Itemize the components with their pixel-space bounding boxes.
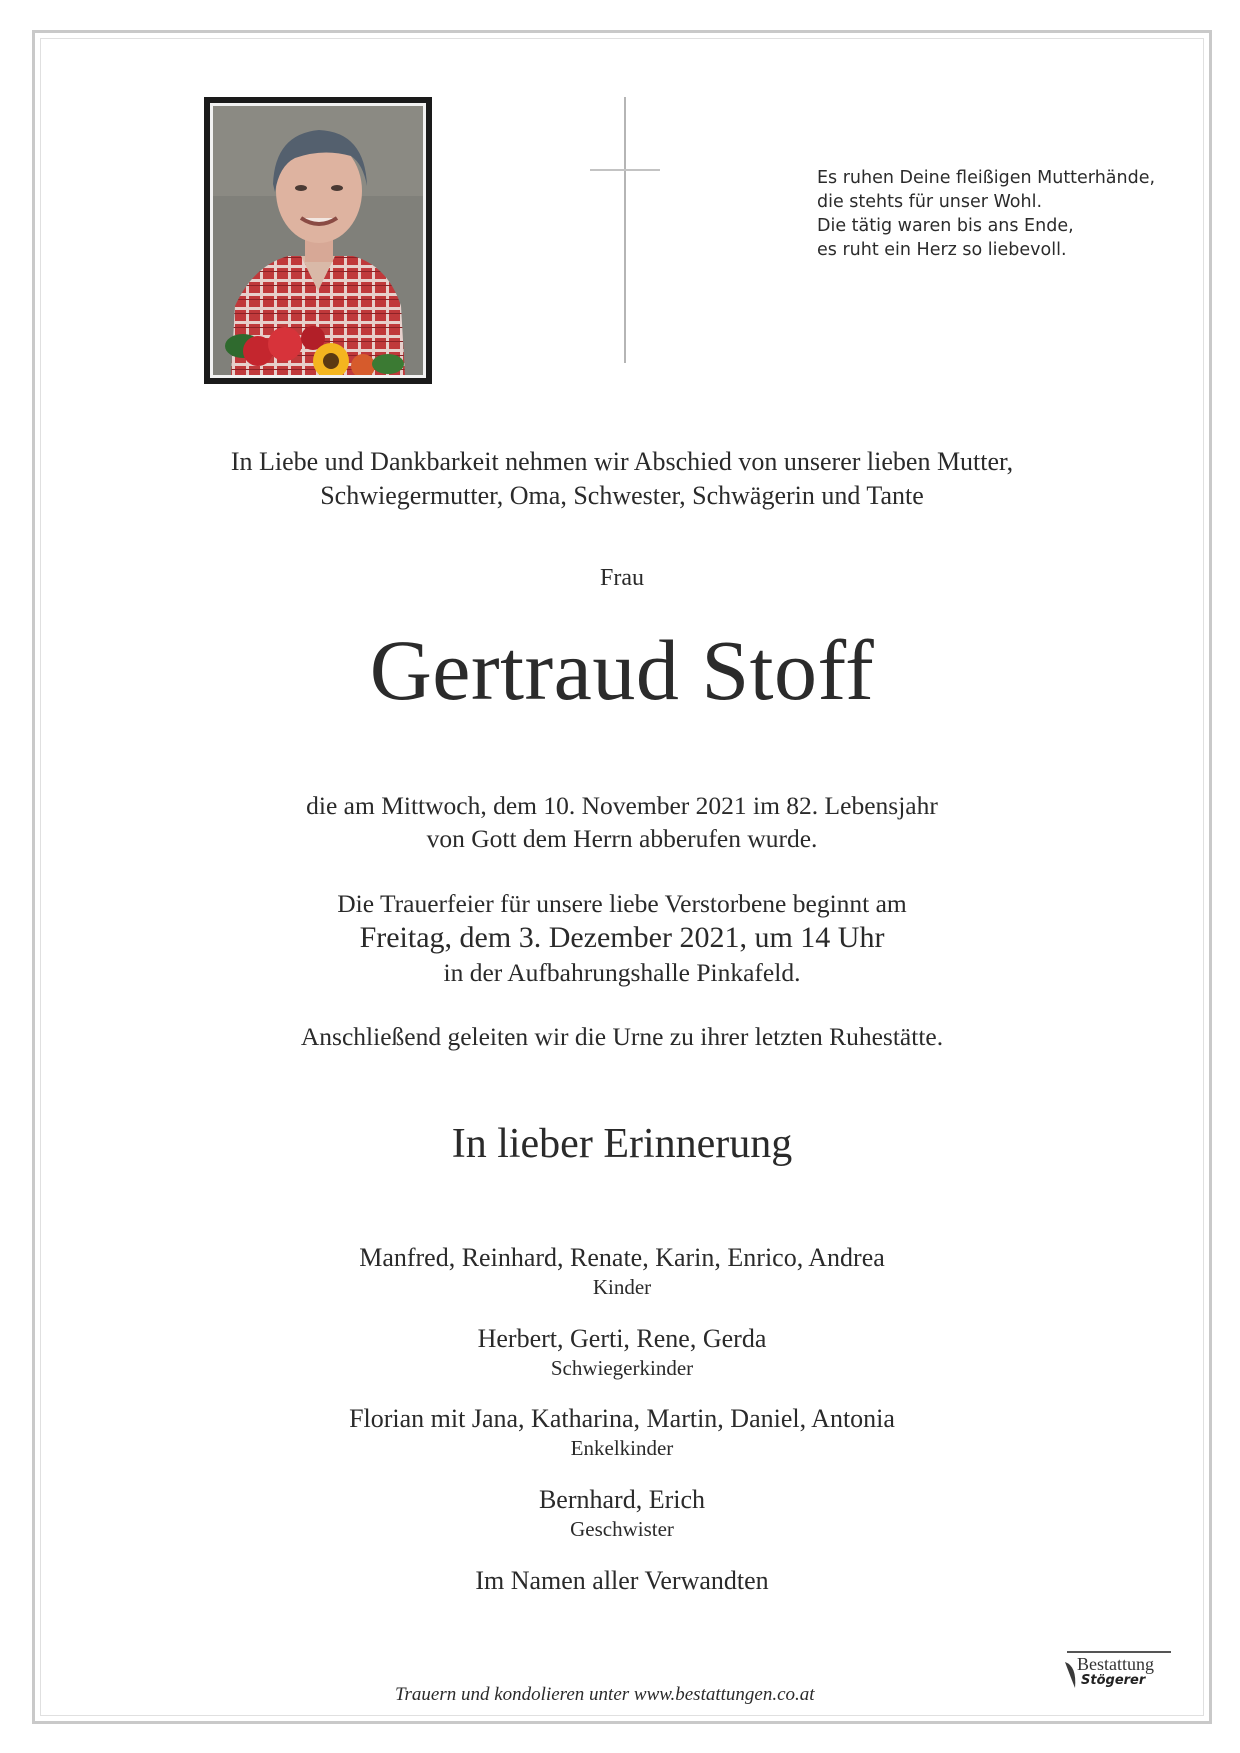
- family-names: Florian mit Jana, Katharina, Martin, Daniel, Antonia: [349, 1404, 895, 1433]
- intro-line-1: In Liebe und Dankbarkeit nehmen wir Abschied von unserer lieben Mutter,: [230, 447, 1014, 476]
- ceremony-location: in der Aufbahrungshalle Pinkafeld.: [443, 958, 801, 987]
- family-group: [40, 1243, 1204, 1301]
- ceremony-date: Freitag, dem 3. Dezember 2021, um 14 Uhr: [359, 921, 885, 954]
- logo-text-1: Bestattung: [1077, 1654, 1154, 1674]
- salutation: Frau: [600, 565, 644, 591]
- family-names: Bernhard, Erich: [538, 1485, 706, 1514]
- condolence-link-text: Trauern und kondolieren unter www.bestattungen.co.at: [395, 1684, 815, 1705]
- family-role: Enkelkinder: [570, 1436, 674, 1460]
- family-role: Kinder: [592, 1275, 652, 1299]
- ceremony-line-1: Die Trauerfeier für unsere liebe Verstorbene beginnt am: [337, 889, 907, 918]
- ceremony-info: [40, 887, 1204, 989]
- family-names: Herbert, Gerti, Rene, Gerda: [477, 1324, 767, 1353]
- family-group: [40, 1324, 1204, 1382]
- logo-text-2: Stögerer: [1081, 1673, 1146, 1688]
- death-line-2: von Gott dem Herrn abberufen wurde.: [426, 824, 818, 853]
- cross-symbol: [590, 97, 660, 363]
- closing-line: Im Namen aller Verwandten: [475, 1566, 769, 1595]
- farewell-intro: [40, 445, 1204, 513]
- afterwards-note: Anschließend geleiten wir die Urne zu ihrer letzten Ruhestätte.: [300, 1022, 944, 1051]
- poem: [817, 166, 1157, 262]
- memory-heading: In lieber Erinnerung: [451, 1121, 793, 1167]
- death-notice: [40, 789, 1204, 855]
- intro-line-2: Schwiegermutter, Oma, Schwester, Schwägerin und Tante: [320, 481, 924, 510]
- family-group: [40, 1404, 1204, 1462]
- funeral-home-logo: [1063, 1651, 1173, 1701]
- poem-line: Es ruhen Deine fleißigen Mutterhände,: [817, 168, 1156, 188]
- family-role: Schwiegerkinder: [550, 1356, 694, 1380]
- portrait-photo: [204, 97, 432, 384]
- family-names: Manfred, Reinhard, Renate, Karin, Enrico, Andrea: [359, 1243, 885, 1272]
- poem-line: es ruht ein Herz so liebevoll.: [817, 240, 1067, 260]
- family-group: [40, 1485, 1204, 1543]
- death-line-1: die am Mittwoch, dem 10. November 2021 im 82. Lebensjahr: [306, 791, 938, 820]
- deceased-name: Gertraud Stoff: [369, 622, 875, 718]
- poem-line: Die tätig waren bis ans Ende,: [817, 216, 1074, 236]
- family-role: Geschwister: [570, 1517, 674, 1541]
- poem-line: die stehts für unser Wohl.: [817, 192, 1043, 212]
